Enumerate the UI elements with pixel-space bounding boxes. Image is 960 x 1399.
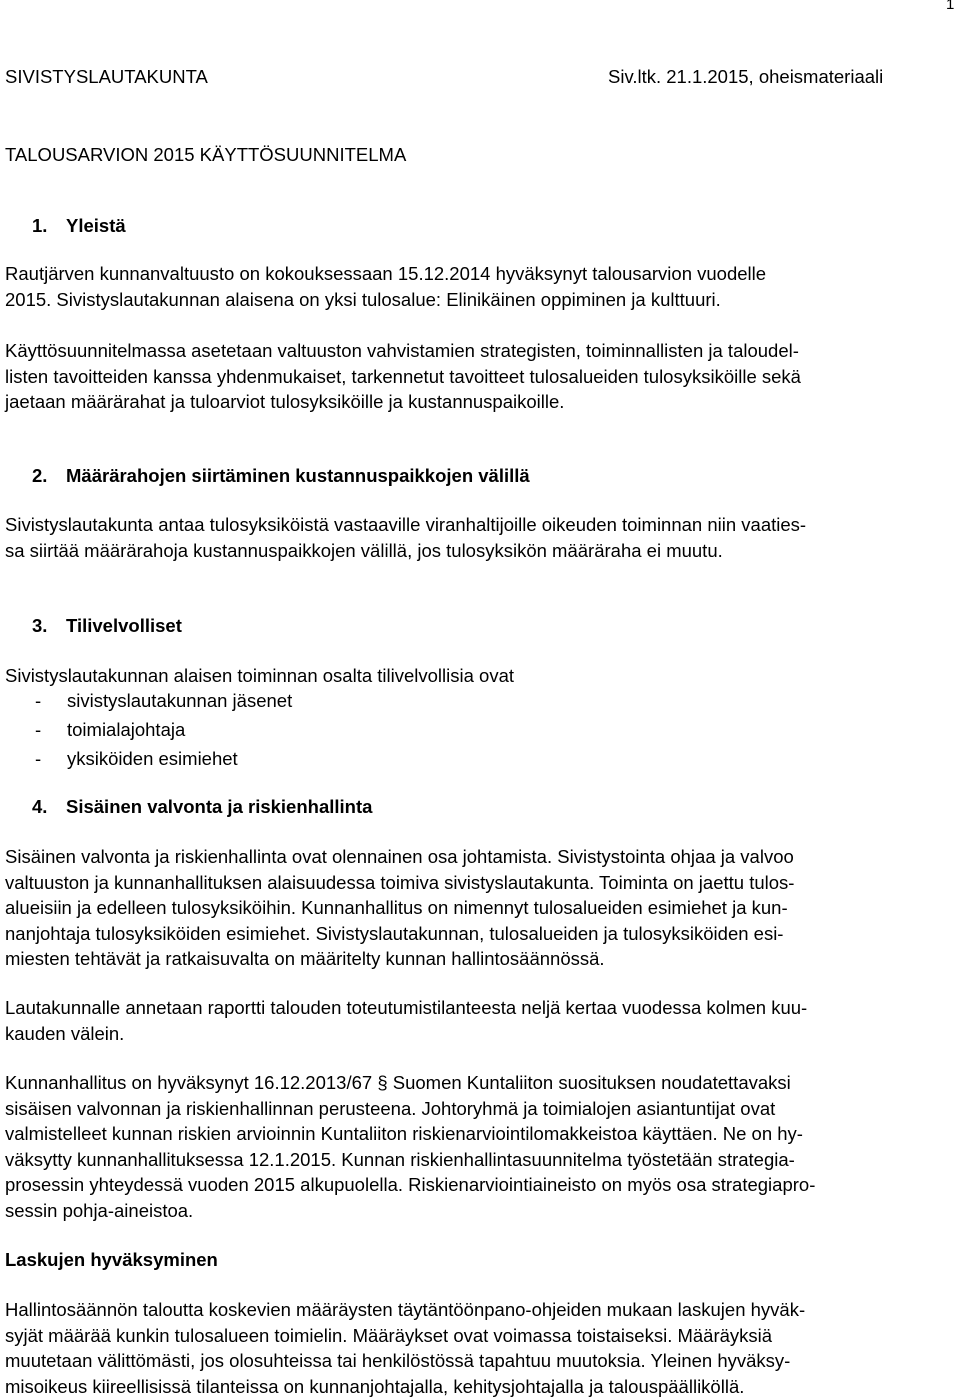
text-line: sessin pohja-aineistoa. (5, 1198, 949, 1224)
section-number: 4. (32, 796, 66, 818)
paragraph-valvonta-1 (5, 844, 949, 972)
section-number: 2. (32, 465, 66, 487)
meeting-info: Siv.ltk. 21.1.2015, oheismateriaali (608, 66, 883, 88)
text-line: alueisiin ja edelleen tulosyksiköihin. Kunnanhallitus on nimennyt tulosalueiden esimiehet ja kun- (5, 895, 949, 921)
paragraph-valvonta-2 (5, 995, 949, 1046)
text-line: Sivistyslautakunnan alaisen toiminnan osalta tilivelvollisia ovat (5, 663, 949, 689)
text-line: listen tavoitteiden kanssa yhdenmukaiset, tarkennetut tavoitteet tulosalueiden tulosyksiköille sekä (5, 364, 949, 390)
document-title: TALOUSARVION 2015 KÄYTTÖSUUNNITELMA (5, 144, 406, 166)
section-title: Yleistä (66, 215, 126, 236)
list-item-text: yksiköiden esimiehet (67, 748, 238, 769)
paragraph-siirtaminen-1 (5, 512, 949, 563)
section-heading-yleista (32, 215, 126, 237)
text-line: syjät määrää kunkin tulosalueen toimielin. Määräykset ovat voimassa toistaiseksi. Määräyksiä (5, 1323, 949, 1349)
list-item (5, 690, 292, 719)
list-dash: - (5, 748, 67, 770)
text-line: misoikeus kiireellisissä tilanteissa on kunnanjohtajalla, kehitysjohtajalla ja talouspäälliköllä. (5, 1374, 949, 1399)
text-line: prosessin yhteydessä vuoden 2015 alkupuolella. Riskienarviointiaineisto on myös osa strategiapro- (5, 1172, 949, 1198)
list-item (5, 748, 292, 777)
section-title: Sisäinen valvonta ja riskienhallinta (66, 796, 372, 817)
text-line: Rautjärven kunnanvaltuusto on kokouksessaan 15.12.2014 hyväksynyt talousarvion vuodelle (5, 261, 949, 287)
paragraph-yleista-1 (5, 261, 949, 312)
section-heading-valvonta (32, 796, 372, 818)
section-heading-laskut: Laskujen hyväksyminen (5, 1249, 218, 1271)
text-line: nanjohtaja tulosyksiköiden esimiehet. Sivistyslautakunnan, tulosalueiden ja tulosyksiköiden esi- (5, 921, 949, 947)
text-line: Hallintosäännön taloutta koskevien määräysten täytäntöönpano-ohjeiden mukaan laskujen hyväk- (5, 1297, 949, 1323)
list-dash: - (5, 690, 67, 712)
paragraph-tilivelvolliset-intro (5, 663, 949, 689)
text-line: Sivistyslautakunta antaa tulosyksiköistä vastaaville viranhaltijoille oikeuden toiminnan niin vaaties- (5, 512, 949, 538)
text-line: valmistelleet kunnan riskien arvioinnin Kuntaliiton riskienarviointilomakkeistoa käyttäen. Ne on hy- (5, 1121, 949, 1147)
list-item-text: toimialajohtaja (67, 719, 185, 740)
paragraph-laskut-1 (5, 1297, 949, 1399)
text-line: valtuuston ja kunnanhallituksen alaisuudessa toimiva sivistyslautakunta. Toiminta on jaettu tulos- (5, 870, 949, 896)
list-dash: - (5, 719, 67, 741)
text-line: kauden välein. (5, 1021, 949, 1047)
text-line: sa siirtää määrärahoja kustannuspaikkojen välillä, jos tulosyksikön määräraha ei muutu. (5, 538, 949, 564)
text-line: Sisäinen valvonta ja riskienhallinta ovat olennainen osa johtamista. Sivistystointa ohjaa ja valvoo (5, 844, 949, 870)
list-item (5, 719, 292, 748)
text-line: Käyttösuunnitelmassa asetetaan valtuuston vahvistamien strategisten, toiminnallisten ja taloudel- (5, 338, 949, 364)
section-number: 1. (32, 215, 66, 237)
text-line: jaetaan määrärahat ja tuloarviot tulosyksiköille ja kustannuspaikoille. (5, 389, 949, 415)
text-line: 2015. Sivistyslautakunnan alaisena on yksi tulosalue: Elinikäinen oppiminen ja kulttuuri. (5, 287, 949, 313)
text-line: muutetaan välittömästi, jos olosuhteissa tai henkilöstössä tapahtuu muutoksia. Yleinen hyväksy- (5, 1348, 949, 1374)
text-line: sisäisen valvonnan ja riskienhallinnan perusteena. Johtoryhmä ja toimialojen asiantuntijat ovat (5, 1096, 949, 1122)
list-item-text: sivistyslautakunnan jäsenet (67, 690, 292, 711)
paragraph-yleista-2 (5, 338, 949, 415)
organization-name: SIVISTYSLAUTAKUNTA (5, 66, 208, 88)
section-title: Määrärahojen siirtäminen kustannuspaikkojen välillä (66, 465, 530, 486)
section-title: Tilivelvolliset (66, 615, 182, 636)
paragraph-valvonta-3 (5, 1070, 949, 1223)
section-heading-siirtaminen (32, 465, 530, 487)
text-line: väksytty kunnanhallituksessa 12.1.2015. Kunnan riskienhallintasuunnitelma työstetään strategia- (5, 1147, 949, 1173)
text-line: Kunnanhallitus on hyväksynyt 16.12.2013/67 § Suomen Kuntaliiton suosituksen noudatettavaksi (5, 1070, 949, 1096)
text-line: Lautakunnalle annetaan raportti talouden toteutumistilanteesta neljä kertaa vuodessa kolmen kuu- (5, 995, 949, 1021)
tilivelvolliset-list (5, 690, 292, 777)
text-line: miesten tehtävät ja ratkaisuvalta on määritelty kunnan hallintosäännössä. (5, 946, 949, 972)
page-number: 1 (946, 0, 954, 13)
section-heading-tilivelvolliset (32, 615, 182, 637)
section-number: 3. (32, 615, 66, 637)
